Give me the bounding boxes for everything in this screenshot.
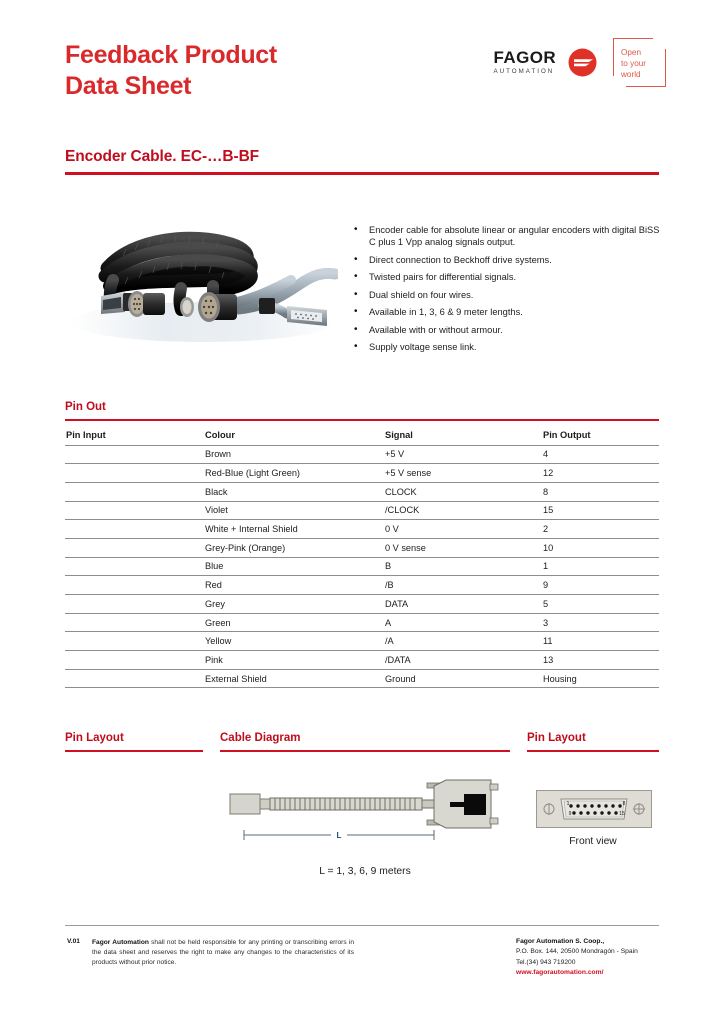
feature-item: • Direct connection to Beckhoff drive systems. bbox=[367, 254, 663, 266]
cell-pin-output: 3 bbox=[543, 613, 659, 632]
tagline-line1: Open bbox=[621, 48, 642, 57]
fagor-brand-name: FAGOR bbox=[493, 48, 556, 68]
cell-pin-output: 9 bbox=[543, 576, 659, 595]
cell-signal: /A bbox=[385, 632, 543, 651]
cell-pin-output: 8 bbox=[543, 482, 659, 501]
table-row bbox=[65, 464, 659, 483]
cell-pin-input bbox=[65, 501, 205, 520]
fagor-brand-subtitle: AUTOMATION bbox=[493, 68, 555, 76]
fagor-logo bbox=[494, 38, 666, 87]
footer-company-name: Fagor Automation S. Coop., bbox=[516, 938, 605, 945]
table-row bbox=[65, 445, 659, 464]
table-row bbox=[65, 576, 659, 595]
fagor-circle-mark-icon bbox=[568, 48, 597, 77]
pinout-table-body bbox=[65, 445, 659, 688]
document-title-line1: Feedback Product bbox=[65, 41, 277, 69]
feature-item: • Encoder cable for absolute linear or angular encoders with digital BiSS C plus 1 Vpp analog signals output. bbox=[367, 224, 663, 249]
dsub-pin-label-1: 1 bbox=[566, 801, 570, 807]
table-row bbox=[65, 538, 659, 557]
cell-pin-output: 12 bbox=[543, 464, 659, 483]
cell-colour: Red bbox=[205, 576, 385, 595]
product-heading-rule bbox=[65, 172, 659, 175]
cable-body bbox=[270, 798, 434, 810]
photo-connector-small bbox=[180, 297, 194, 317]
table-row bbox=[65, 557, 659, 576]
cell-colour: Violet bbox=[205, 501, 385, 520]
pin-layout-right-heading: Pin Layout bbox=[527, 732, 586, 744]
cable-right-connector bbox=[427, 780, 498, 828]
cell-signal: +5 V sense bbox=[385, 464, 543, 483]
cell-colour: Pink bbox=[205, 651, 385, 670]
cell-signal: DATA bbox=[385, 595, 543, 614]
table-row bbox=[65, 669, 659, 688]
cell-pin-output: 2 bbox=[543, 520, 659, 539]
cell-pin-input bbox=[65, 445, 205, 464]
table-header-row bbox=[65, 426, 659, 445]
table-row bbox=[65, 482, 659, 501]
cell-colour: Black bbox=[205, 482, 385, 501]
cable-length-label: L bbox=[336, 831, 342, 840]
cell-colour: Yellow bbox=[205, 632, 385, 651]
cell-pin-output: 4 bbox=[543, 445, 659, 464]
table-row bbox=[65, 595, 659, 614]
cell-pin-input bbox=[65, 632, 205, 651]
cell-pin-input bbox=[65, 557, 205, 576]
feature-item: • Twisted pairs for differential signals. bbox=[367, 271, 663, 283]
footer-postal-address: P.O. Box. 144, 20500 Mondragón - Spain bbox=[516, 948, 638, 956]
pinout-heading-rule bbox=[65, 419, 659, 421]
column-header-signal: Signal bbox=[385, 426, 543, 445]
table-row bbox=[65, 520, 659, 539]
dsub-pin-label-8: 8 bbox=[622, 801, 626, 807]
tagline-text bbox=[621, 48, 646, 80]
frame-left-edge bbox=[613, 38, 614, 76]
pinout-heading: Pin Out bbox=[65, 401, 106, 413]
cell-colour: Green bbox=[205, 613, 385, 632]
cell-pin-input bbox=[65, 613, 205, 632]
photo-circular-connector-1 bbox=[128, 291, 165, 317]
cable-diagram-rule bbox=[220, 750, 510, 752]
cell-pin-input bbox=[65, 520, 205, 539]
cell-colour: Brown bbox=[205, 445, 385, 464]
cell-pin-output: 13 bbox=[543, 651, 659, 670]
cell-signal: 0 V bbox=[385, 520, 543, 539]
cell-pin-input bbox=[65, 651, 205, 670]
cell-pin-output: 1 bbox=[543, 557, 659, 576]
cell-colour: Red-Blue (Light Green) bbox=[205, 464, 385, 483]
cell-pin-input bbox=[65, 595, 205, 614]
cell-signal: A bbox=[385, 613, 543, 632]
footer-website-link[interactable]: www.fagorautomation.com/ bbox=[516, 969, 604, 977]
cell-pin-input bbox=[65, 538, 205, 557]
feature-item: • Available with or without armour. bbox=[367, 324, 663, 336]
document-title-line2: Data Sheet bbox=[65, 71, 192, 100]
dsub-pin-label-15: 15 bbox=[619, 811, 625, 817]
cell-colour: Grey bbox=[205, 595, 385, 614]
product-heading: Encoder Cable. EC-…B-BF bbox=[65, 148, 260, 165]
footer-disclaimer-text: shall not be held responsible for any printing or transcribing errors in the data sheet and reserves the right to make any changes to the characteristics of its products without prior notice. bbox=[92, 939, 355, 967]
fagor-wordmark bbox=[494, 49, 558, 75]
feature-item: • Dual shield on four wires. bbox=[367, 289, 663, 301]
footer-phone: Tel.(34) 943 719200 bbox=[516, 958, 576, 966]
tagline-line2: to your bbox=[621, 58, 647, 68]
tagline-frame bbox=[613, 38, 666, 87]
cell-signal: CLOCK bbox=[385, 482, 543, 501]
dsub-connector-front-view bbox=[536, 790, 652, 828]
cell-pin-output: 5 bbox=[543, 595, 659, 614]
cell-signal: /CLOCK bbox=[385, 501, 543, 520]
pin-layout-right-rule bbox=[527, 750, 659, 752]
cell-signal: +5 V bbox=[385, 445, 543, 464]
cable-diagram-heading: Cable Diagram bbox=[220, 732, 301, 744]
table-row bbox=[65, 632, 659, 651]
cell-signal: /B bbox=[385, 576, 543, 595]
frame-bottom-edge bbox=[626, 86, 666, 87]
document-title bbox=[65, 40, 277, 101]
pinout-table bbox=[65, 426, 659, 688]
column-header-colour: Colour bbox=[205, 426, 385, 445]
table-row bbox=[65, 501, 659, 520]
page-header bbox=[0, 0, 724, 128]
table-row bbox=[65, 613, 659, 632]
cell-signal: Ground bbox=[385, 669, 543, 688]
footer-address-block bbox=[516, 937, 676, 979]
cell-pin-output: 10 bbox=[543, 538, 659, 557]
table-row bbox=[65, 651, 659, 670]
product-photo bbox=[63, 214, 338, 354]
frame-right-edge bbox=[665, 49, 666, 87]
cell-pin-input bbox=[65, 576, 205, 595]
footer-disclaimer bbox=[92, 938, 354, 968]
dsub-pin-label-9: 9 bbox=[568, 811, 572, 817]
cell-colour: Grey-Pink (Orange) bbox=[205, 538, 385, 557]
document-version: V.01 bbox=[67, 938, 80, 945]
cell-pin-input bbox=[65, 482, 205, 501]
frame-top-edge bbox=[613, 38, 653, 39]
footer-divider bbox=[65, 925, 659, 926]
column-header-pin-output: Pin Output bbox=[543, 426, 659, 445]
cell-colour: White + Internal Shield bbox=[205, 520, 385, 539]
feature-list bbox=[351, 224, 663, 358]
cell-pin-input bbox=[65, 464, 205, 483]
cell-pin-input bbox=[65, 669, 205, 688]
column-header-pin-input: Pin Input bbox=[65, 426, 205, 445]
cell-signal: B bbox=[385, 557, 543, 576]
footer-disclaimer-company: Fagor Automation bbox=[92, 939, 149, 946]
cell-colour: External Shield bbox=[205, 669, 385, 688]
tagline-line3: world bbox=[621, 69, 641, 79]
photo-circular-connector-2 bbox=[198, 292, 237, 322]
pin-layout-left-heading: Pin Layout bbox=[65, 732, 124, 744]
cable-length-caption: L = 1, 3, 6, 9 meters bbox=[319, 866, 411, 877]
cable-diagram-figure bbox=[228, 778, 508, 850]
front-view-caption: Front view bbox=[569, 836, 617, 847]
feature-item: • Supply voltage sense link. bbox=[367, 341, 663, 353]
cell-signal: 0 V sense bbox=[385, 538, 543, 557]
cell-signal: /DATA bbox=[385, 651, 543, 670]
pin-layout-left-rule bbox=[65, 750, 203, 752]
cable-left-connector bbox=[230, 794, 270, 814]
cell-pin-output: 11 bbox=[543, 632, 659, 651]
cell-colour: Blue bbox=[205, 557, 385, 576]
feature-item: • Available in 1, 3, 6 & 9 meter lengths. bbox=[367, 306, 663, 318]
cell-pin-output: 15 bbox=[543, 501, 659, 520]
cell-pin-output: Housing bbox=[543, 669, 659, 688]
